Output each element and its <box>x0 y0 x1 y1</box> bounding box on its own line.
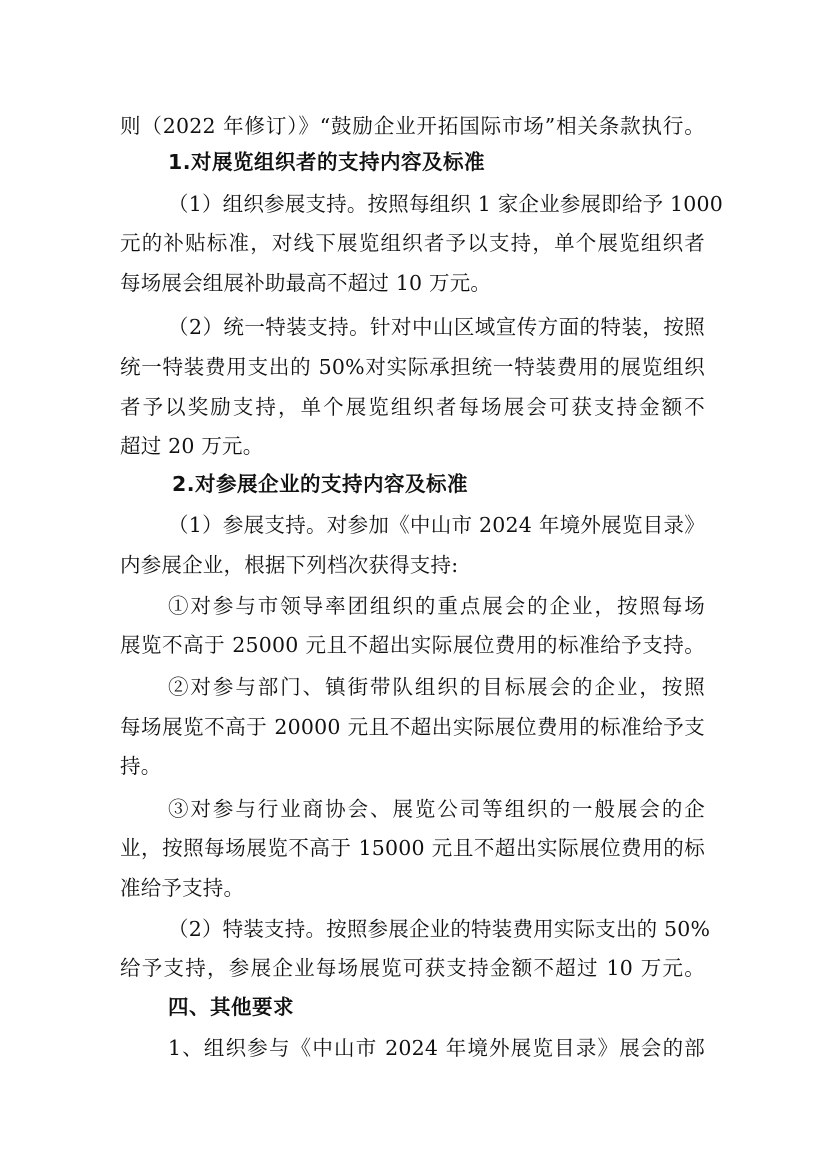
text-line: 内参展企业，根据下列档次获得支持: <box>120 553 459 577</box>
paragraph-start: （1）参展支持。对参加《中山市 2024 年境外展览目录》 <box>168 513 705 537</box>
paragraph-start: ②对参与部门、镇街带队组织的目标展会的企业，按照 <box>168 675 705 699</box>
paragraph-start: ③对参与行业商协会、展览公司等组织的一般展会的企 <box>168 797 705 821</box>
text-line: 业，按照每场展览不高于 15000 元且不超出实际展位费用的标 <box>120 836 705 860</box>
text-line: 则（2022 年修订）》“鼓励企业开拓国际市场”相关条款执行。 <box>120 114 705 138</box>
paragraph-start: （2）统一特装支持。针对中山区域宣传方面的特装，按照 <box>168 315 705 339</box>
text-line: 者予以奖励支持，单个展览组织者每场展会可获支持金额不 <box>120 395 705 419</box>
section-heading: 1.对展览组织者的支持内容及标准 <box>168 150 486 174</box>
paragraph-start: （1）组织参展支持。按照每组织 1 家企业参展即给予 1000 <box>168 192 724 216</box>
section-heading: 2.对参展企业的支持内容及标准 <box>172 472 469 496</box>
text-line: 超过 20 万元。 <box>120 434 264 458</box>
text-line: 给予支持，参展企业每场展览可获支持金额不超过 10 万元。 <box>120 956 705 980</box>
paragraph-start: （2）特装支持。按照参展企业的特装费用实际支出的 50% <box>168 917 711 941</box>
section-heading: 四、其他要求 <box>168 995 294 1019</box>
text-line: 持。 <box>120 754 162 778</box>
text-line: 准给予支持。 <box>120 876 245 900</box>
text-line: 元的补贴标准，对线下展览组织者予以支持，单个展览组织者 <box>120 231 705 255</box>
text-line: 统一特装费用支出的 50%对实际承担统一特装费用的展览组织 <box>120 355 705 379</box>
paragraph-start: 1、组织参与《中山市 2024 年境外展览目录》展会的部 <box>168 1036 705 1060</box>
text-line: 每场展会组展补助最高不超过 10 万元。 <box>120 271 492 295</box>
text-line: 每场展览不高于 20000 元且不超出实际展位费用的标准给予支 <box>120 715 705 739</box>
paragraph-start: ①对参与市领导率团组织的重点展会的企业，按照每场 <box>168 594 705 618</box>
text-line: 展览不高于 25000 元且不超出实际展位费用的标准给予支持。 <box>120 633 705 657</box>
